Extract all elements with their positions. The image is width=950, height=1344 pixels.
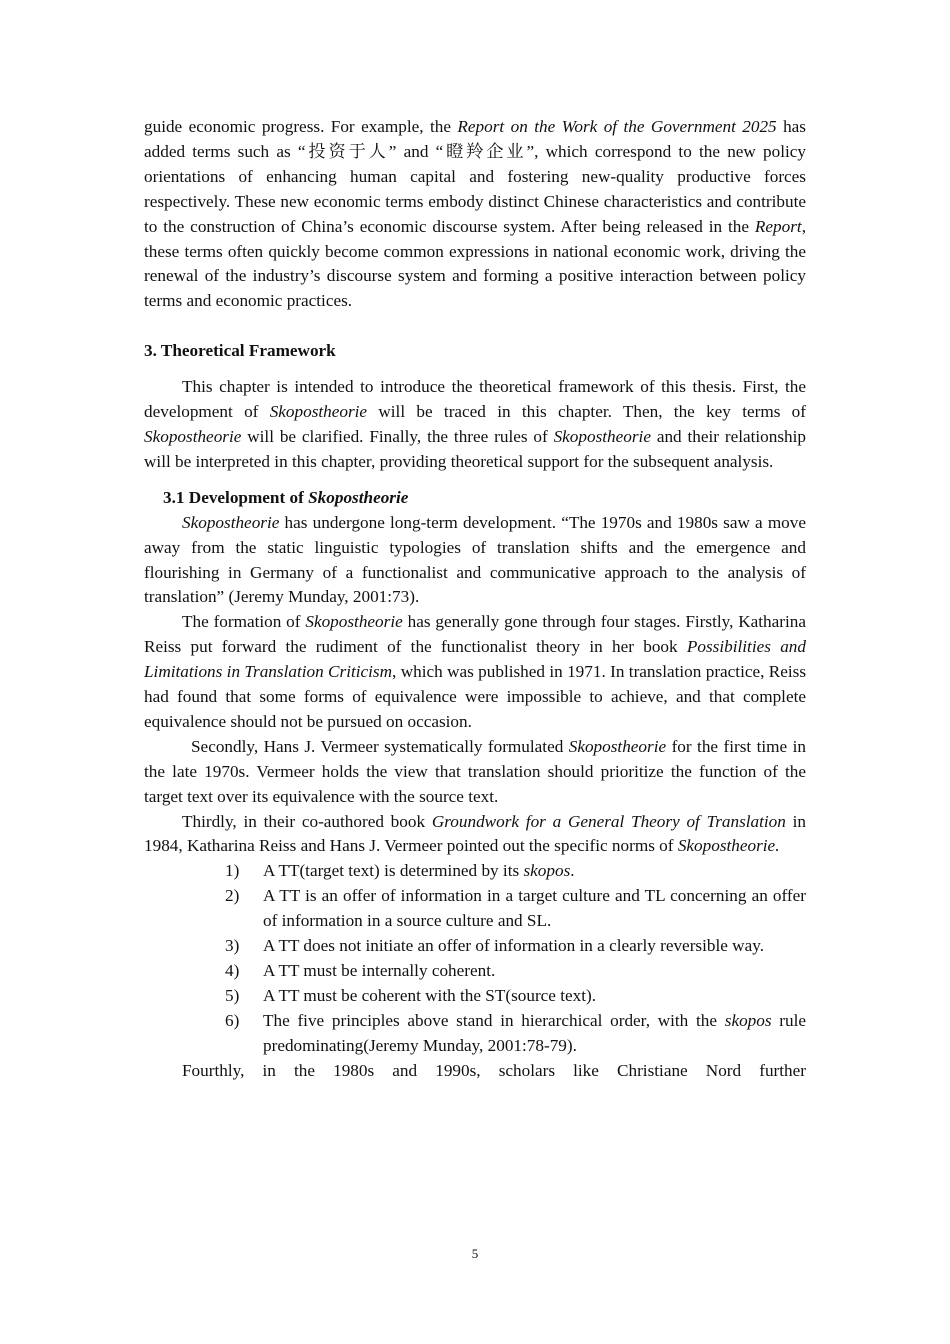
list-item [225,984,806,1009]
text-run: for the first time in the late 1970s. Vermeer holds the view that translation should prioritize the function of the target text over its equivalence with the source text. [144,736,806,806]
text-run: has generally gone through four stages. Firstly, Katharina Reiss put forward the rudiment of the functionalist theory in her book [144,612,806,657]
text-run: , these terms often quickly become common expressions in national economic work, driving the renewal of the industry’s discourse system and forming a positive interaction between policy terms and economic practices. [144,216,806,311]
text-run: The formation of [182,612,306,632]
italic-term: Skopostheorie [568,736,667,756]
paragraph-5: Fourthly, in the 1980s and 1990s, scholars like Christiane Nord further [182,1060,806,1080]
text-run: has undergone long-term development. “The 1970s and 1980s saw a move away from the static linguistic typologies of translation shifts and the emergence and flourishing in Germany of a functionalist and communicative approach to the analysis of translation” (Jeremy Munday, 2001:73). [144,512,806,607]
list-item [225,959,806,984]
text-run: in 1984, Katharina Reiss and Hans J. Vermeer pointed out the specific norms of [144,811,806,856]
list-item [225,1009,806,1059]
italic-term: Skopostheorie [182,512,280,532]
italic-title: Report [754,216,802,236]
page-number: 5 [471,1246,479,1261]
italic-term: Skopostheorie [144,426,242,446]
text-run: guide economic progress. For example, the [144,117,458,136]
paragraph-1 [144,511,806,611]
list-text: A TT(target text) is determined by its skopos. [263,861,575,881]
text-run: Thirdly, in their co-authored book [182,811,432,831]
section-heading-3-1 [163,486,806,511]
page-body [144,115,806,1084]
list-number: 2) [225,886,240,906]
italic-term: Skopostheorie. [677,836,780,856]
text-run: , which was published in 1971. In translation practice, Reiss had found that some forms of equivalence were impossible to achieve, and that complete equivalence should not be pursued on occasion. [144,662,807,731]
section-3-paragraph [144,375,806,475]
text-run: has added terms such as “投资于人” and “瞪羚企业”, which correspond to the new policy orientations of enhancing human capital and fostering new-quality productive forces respectively. These new economic terms embody distinct Chinese characteristics and contribute to the construction of China’s economic discourse system. After being released in the [144,117,806,236]
skopos-rules-list [144,859,806,1058]
list-item [225,884,806,934]
italic-term: Skopostheorie [553,426,651,446]
heading-italic-term: Skopostheorie [308,487,409,507]
section-heading-3: 3. Theoretical Framework [144,341,336,361]
list-text: A TT must be internally coherent. [263,961,496,980]
text-run: Secondly, Hans J. Vermeer systematically formulated [191,736,569,756]
italic-title: Groundwork for a General Theory of Translation [431,811,786,831]
list-number: 4) [225,961,240,980]
italic-title: Possibilities and Limitations in Translation Criticism [144,637,806,682]
paragraph-3 [144,735,806,810]
heading-text: 3.1 Development of [163,487,309,507]
paragraph-2 [144,610,806,735]
list-item [225,859,806,884]
list-number: 5) [225,985,240,1005]
intro-paragraph [144,115,806,314]
list-text: A TT does not initiate an offer of information in a clearly reversible way. [263,936,764,956]
italic-term: Skopostheorie [269,402,368,422]
italic-term: Skopostheorie [305,612,403,632]
text-run: and their relationship will be interpreted in this chapter, providing theoretical support for the subsequent analysis. [144,426,806,471]
text-run: will be clarified. Finally, the three rules of [241,426,554,446]
list-text: A TT is an offer of information in a target culture and TL concerning an offer of information in a source culture and SL. [263,886,806,931]
list-text: The five principles above stand in hierarchical order, with the skopos rule predominating(Jeremy Munday, 2001:78-79). [263,1010,806,1055]
paragraph-4 [144,810,806,860]
list-number: 3) [225,936,240,956]
text-run: This chapter is intended to introduce the theoretical framework of this thesis. First, the development of [144,377,806,422]
list-text: A TT must be coherent with the ST(source text). [263,985,597,1005]
list-item [225,934,806,959]
list-number: 6) [225,1010,240,1030]
list-number: 1) [225,861,240,881]
italic-title: Report on the Work of the Government 2025 [457,117,777,136]
text-run: will be traced in this chapter. Then, the key terms of [367,402,806,422]
